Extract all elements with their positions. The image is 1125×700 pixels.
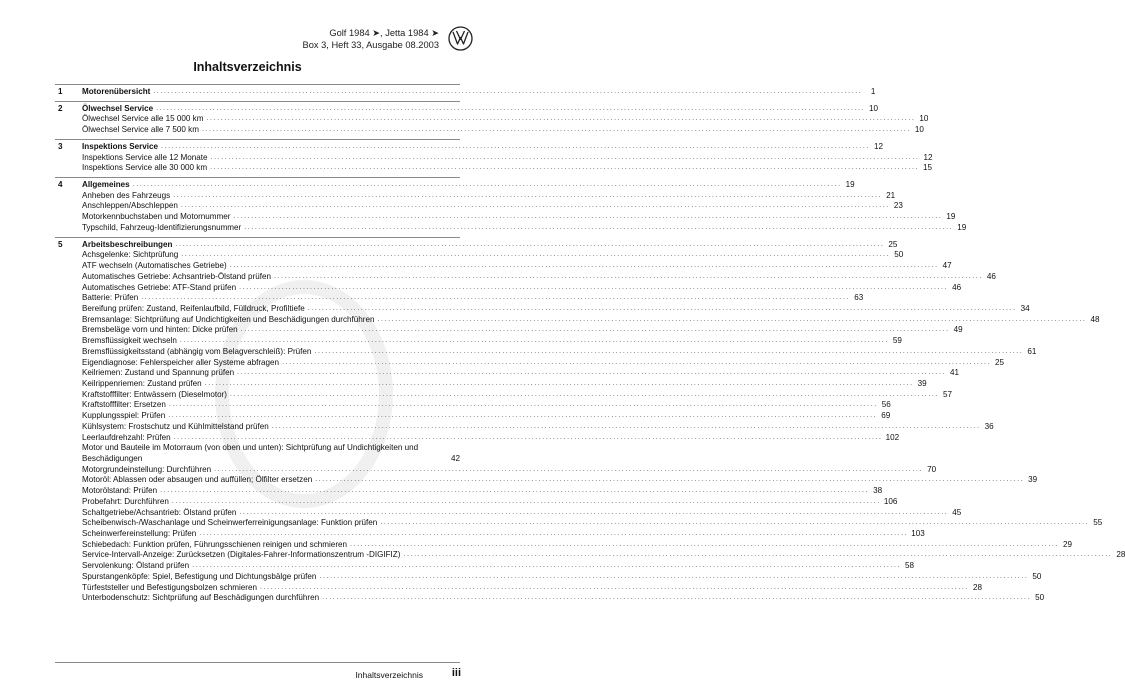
page-number: 42 bbox=[450, 453, 460, 463]
page-title: Inhaltsverzeichnis bbox=[193, 60, 302, 74]
header-models: Golf 1984 ➤, Jetta 1984 ➤ bbox=[329, 28, 439, 38]
entry-title: Motorkennbuchstaben und Motornummer bbox=[82, 212, 231, 222]
toc-section bbox=[55, 85, 876, 101]
chapter-number: 4 bbox=[58, 180, 63, 190]
toc-entry-row[interactable] bbox=[55, 201, 903, 212]
dot-leader: ........................................................................................................................................................................................................ bbox=[192, 562, 902, 570]
toc-entry-row[interactable] bbox=[55, 190, 896, 202]
entry-title: Bremsflüssigkeitsstand (abhängig vom Belagverschleiß): Prüfen bbox=[82, 346, 312, 356]
toc-entry-row[interactable] bbox=[55, 212, 956, 223]
page-number: 39 bbox=[1028, 475, 1038, 485]
dot-leader: ........................................................................................................................................................................................................ bbox=[199, 529, 909, 537]
entry-title: Service-Intervall-Anzeige: Zurücksetzen (Digitales-Fahrer-Informationszentrum -DIGIFIZ) bbox=[82, 550, 401, 560]
toc-entry-row[interactable] bbox=[55, 528, 925, 540]
page-number: 49 bbox=[953, 325, 963, 335]
page-number: 106 bbox=[883, 496, 898, 506]
entry-title: Bremsflüssigkeit wechseln bbox=[82, 336, 177, 346]
entry-title: Motor und Bauteile im Motorraum (von oben und unten): Sichtprüfung auf Undichtigkeiten und Beschädigungen bbox=[82, 443, 419, 463]
page-number: 61 bbox=[1027, 346, 1037, 356]
entry-title: Achsgelenke: Sichtprüfung bbox=[82, 250, 179, 260]
entry-title: Schiebedach: Funktion prüfen, Führungsschienen reinigen und schmieren bbox=[82, 539, 348, 549]
entry-title: Automatisches Getriebe: Achsantrieb-Ölstand prüfen bbox=[82, 271, 271, 281]
page-number: 103 bbox=[911, 528, 925, 538]
page-number: 19 bbox=[845, 180, 855, 190]
dot-leader: ........................................................................................................................................................................................................ bbox=[273, 272, 983, 280]
chapter-title: Ölwechsel Service bbox=[82, 103, 154, 113]
entry-title: Keilrippenriemen: Zustand prüfen bbox=[82, 378, 202, 388]
toc-entry-row[interactable] bbox=[55, 550, 1125, 561]
page-number: 39 bbox=[917, 378, 927, 388]
dot-leader: ........................................................................................................................................................................................................ bbox=[233, 213, 943, 221]
page-number: 34 bbox=[1020, 303, 1030, 313]
toc-entry-row[interactable] bbox=[55, 443, 460, 464]
page-number: 29 bbox=[1062, 539, 1072, 549]
entry-title: Spurstangenköpfe: Spiel, Befestigung und Dichtungsbälge prüfen bbox=[82, 571, 317, 581]
toc-entry-row[interactable] bbox=[55, 496, 898, 508]
chapter-number: 2 bbox=[58, 103, 63, 113]
toc-chapter-row[interactable] bbox=[55, 87, 876, 98]
toc-entry-row[interactable] bbox=[55, 582, 982, 594]
entry-title: Ölwechsel Service alle 15 000 km bbox=[82, 114, 204, 124]
page-number: 10 bbox=[914, 125, 924, 135]
dot-leader: ........................................................................................................................................................................................................ bbox=[260, 583, 969, 591]
table-of-contents bbox=[55, 84, 1125, 607]
toc-entry-row[interactable] bbox=[55, 421, 994, 433]
entry-title: Batterie: Prüfen bbox=[82, 293, 139, 303]
entry-title: Leerlaufdrehzahl: Prüfen bbox=[82, 432, 171, 442]
page-number: 38 bbox=[873, 486, 883, 496]
toc-entry-row[interactable] bbox=[55, 539, 1072, 551]
entry-title: Bereifung prüfen: Zustand, Reifenlaufbild, Fülldruck, Profiltiefe bbox=[82, 303, 305, 313]
dot-leader: ........................................................................................................................................................................................................ bbox=[403, 551, 1113, 559]
toc-entry-row[interactable] bbox=[55, 271, 996, 283]
page-number: 45 bbox=[952, 507, 962, 517]
page-number: 12 bbox=[873, 141, 883, 151]
footer-divider bbox=[55, 662, 460, 663]
dot-leader: ........................................................................................................................................................................................................ bbox=[230, 390, 939, 398]
toc-entry-row[interactable] bbox=[55, 389, 952, 401]
entry-title: Typschild, Fahrzeug-Identifizierungsnummer bbox=[82, 222, 242, 232]
toc-entry-row[interactable] bbox=[55, 282, 962, 294]
page-number: 46 bbox=[952, 282, 962, 292]
page-number: 102 bbox=[885, 432, 900, 442]
page-number: 48 bbox=[1090, 314, 1100, 324]
page-number: 55 bbox=[1093, 518, 1103, 528]
dot-leader: ........................................................................................................................................................................................................ bbox=[141, 294, 851, 302]
toc-entry-row[interactable] bbox=[55, 152, 933, 164]
footer-label: Inhaltsverzeichnis bbox=[355, 670, 423, 680]
toc-entry-row[interactable] bbox=[55, 571, 1042, 583]
dot-leader: ........................................................................................................................................................................................................ bbox=[175, 240, 885, 248]
document-header bbox=[303, 27, 439, 51]
dot-leader: ........................................................................................................................................................................................................ bbox=[319, 572, 1029, 580]
entry-title: ATF wechseln (Automatisches Getriebe) bbox=[82, 261, 227, 271]
page-number: 50 bbox=[1035, 593, 1045, 603]
dot-leader: ........................................................................................................................................................................................................ bbox=[160, 487, 870, 495]
toc-entry-row[interactable] bbox=[55, 464, 937, 476]
entry-title: Unterbodenschutz: Sichtprüfung auf Beschädigungen durchführen bbox=[82, 593, 320, 603]
dot-leader: ........................................................................................................................................................................................................ bbox=[244, 223, 954, 231]
dot-leader: ........................................................................................................................................................................................................ bbox=[161, 142, 870, 150]
dot-leader: ........................................................................................................................................................................................................ bbox=[210, 153, 920, 161]
chapter-title: Motorenübersicht bbox=[82, 87, 151, 96]
toc-entry-row[interactable] bbox=[55, 303, 1030, 315]
toc-entry-row[interactable] bbox=[55, 593, 1045, 604]
dot-leader: ........................................................................................................................................................................................................ bbox=[315, 476, 1025, 484]
dot-leader: ........................................................................................................................................................................................................ bbox=[380, 519, 1090, 527]
dot-leader: ........................................................................................................................................................................................................ bbox=[322, 594, 1032, 602]
entry-title: Motorölstand: Prüfen bbox=[82, 486, 158, 496]
toc-entry-row[interactable] bbox=[55, 432, 900, 444]
page-number: 59 bbox=[892, 336, 902, 346]
page-number: 47 bbox=[942, 261, 952, 271]
page-number: 46 bbox=[986, 271, 996, 281]
entry-title: Scheibenwisch-/Waschanlage und Scheinwerferreinigungsanlage: Funktion prüfen bbox=[82, 518, 378, 528]
dot-leader: ........................................................................................................................................................................................................ bbox=[239, 508, 949, 516]
entry-title: Servolenkung: Ölstand prüfen bbox=[82, 561, 190, 571]
toc-entry-row[interactable] bbox=[55, 561, 915, 572]
page-number: 19 bbox=[957, 222, 967, 232]
entry-title: Schaltgetriebe/Achsantrieb: Ölstand prüfen bbox=[82, 507, 237, 517]
dot-leader: ........................................................................................................................................................................................................ bbox=[204, 379, 914, 387]
toc-entry-row[interactable] bbox=[55, 378, 927, 390]
dot-leader: ........................................................................................................................................................................................................ bbox=[271, 422, 981, 430]
toc-entry-row[interactable] bbox=[55, 250, 904, 261]
dot-leader: ........................................................................................................................................................................................................ bbox=[201, 126, 911, 134]
dot-leader: ........................................................................................................................................................................................................ bbox=[132, 181, 842, 189]
chapter-number: 5 bbox=[58, 239, 63, 249]
dot-leader: ........................................................................................................................................................................................................ bbox=[180, 202, 890, 210]
page-number: 50 bbox=[1032, 571, 1042, 581]
entry-title: Kraftstofffilter: Ersetzen bbox=[82, 400, 166, 410]
page-number: 70 bbox=[927, 464, 937, 474]
entry-title: Kühlsystem: Frostschutz und Kühlmittelstand prüfen bbox=[82, 421, 269, 431]
toc-entry-row[interactable] bbox=[55, 114, 929, 125]
toc-entry-row[interactable] bbox=[55, 400, 891, 411]
page-number: 1 bbox=[870, 87, 876, 96]
page-number: 50 bbox=[894, 250, 904, 260]
entry-title: Automatisches Getriebe: ATF-Stand prüfen bbox=[82, 282, 237, 292]
toc-entry-row[interactable] bbox=[55, 261, 952, 272]
footer-page-number: iii bbox=[451, 667, 461, 679]
toc-entry-row[interactable] bbox=[55, 518, 1103, 529]
dot-leader: ........................................................................................................................................................................................................ bbox=[173, 433, 883, 441]
chapter-number: 1 bbox=[58, 87, 63, 96]
entry-title: Inspektions Service alle 12 Monate bbox=[82, 152, 208, 162]
entry-title: Ölwechsel Service alle 7 500 km bbox=[82, 125, 199, 135]
entry-title: Kupplungsspiel: Prüfen bbox=[82, 411, 166, 421]
header-edition: Box 3, Heft 33, Ausgabe 08.2003 bbox=[302, 40, 439, 50]
toc-entry-row[interactable] bbox=[55, 125, 924, 136]
entry-title: Kraftstofffilter: Entwässern (Dieselmotor) bbox=[82, 389, 227, 399]
toc-section bbox=[55, 178, 967, 237]
dot-leader: ........................................................................................................................................................................................................ bbox=[153, 88, 863, 95]
dot-leader: ........................................................................................................................................................................................................ bbox=[214, 465, 924, 473]
vw-logo-icon bbox=[448, 26, 473, 51]
entry-title: Anschleppen/Abschleppen bbox=[82, 201, 178, 211]
page-number: 15 bbox=[923, 163, 933, 173]
entry-title: Inspektions Service alle 30 000 km bbox=[82, 163, 208, 173]
dot-leader: ........................................................................................................................................................................................................ bbox=[229, 262, 939, 270]
entry-title: Bremsanlage: Sichtprüfung auf Undichtigkeiten und Beschädigungen durchführen bbox=[82, 314, 375, 324]
toc-entry-row[interactable] bbox=[55, 357, 1005, 369]
dot-leader: ........................................................................................................................................................................................................ bbox=[210, 164, 920, 172]
toc-entry-row[interactable] bbox=[55, 507, 962, 519]
toc-entry-row[interactable] bbox=[55, 222, 967, 234]
chapter-title: Allgemeines bbox=[82, 180, 130, 190]
entry-title: Motoröl: Ablassen oder absaugen und auffüllen; Ölfilter ersetzen bbox=[82, 475, 313, 485]
entry-title: Motorgrundeinstellung: Durchführen bbox=[82, 464, 212, 474]
entry-title: Probefahrt: Durchführen bbox=[82, 496, 169, 506]
dot-leader: ........................................................................................................................................................................................................ bbox=[156, 104, 866, 112]
page-number: 28 bbox=[972, 582, 982, 592]
toc-entry-row[interactable] bbox=[55, 325, 963, 336]
dot-leader: ........................................................................................................................................................................................................ bbox=[168, 412, 878, 420]
dot-leader: ........................................................................................................................................................................................................ bbox=[237, 369, 947, 377]
dot-leader: ........................................................................................................................................................................................................ bbox=[239, 283, 949, 291]
dot-leader: ........................................................................................................................................................................................................ bbox=[282, 358, 992, 366]
chapter-title: Inspektions Service bbox=[82, 141, 159, 151]
dot-leader: ........................................................................................................................................................................................................ bbox=[173, 191, 883, 199]
dot-leader: ........................................................................................................................................................................................................ bbox=[314, 347, 1024, 355]
toc-entry-row[interactable] bbox=[55, 163, 933, 174]
chapter-title: Arbeitsbeschreibungen bbox=[82, 239, 173, 249]
dot-leader: ........................................................................................................................................................................................................ bbox=[168, 401, 878, 409]
page-number: 25 bbox=[888, 239, 898, 249]
toc-chapter-row[interactable] bbox=[55, 180, 855, 191]
page-number: 25 bbox=[995, 357, 1005, 367]
dot-leader: ........................................................................................................................................................................................................ bbox=[377, 315, 1087, 323]
toc-entry-row[interactable] bbox=[55, 411, 891, 422]
toc-entry-row[interactable] bbox=[55, 475, 1038, 486]
page-number: 41 bbox=[950, 368, 960, 378]
toc-entry-row[interactable] bbox=[55, 486, 883, 497]
toc-entry-row[interactable] bbox=[55, 368, 960, 379]
entry-title: Keilriemen: Zustand und Spannung prüfen bbox=[82, 368, 235, 378]
page-number: 23 bbox=[893, 201, 903, 211]
toc-entry-row[interactable] bbox=[55, 314, 1100, 326]
chapter-number: 3 bbox=[58, 141, 63, 151]
page-number: 28 bbox=[1116, 550, 1125, 560]
entry-title: Bremsbeläge vorn und hinten: Dicke prüfen bbox=[82, 325, 238, 335]
toc-entry-row[interactable] bbox=[55, 346, 1037, 358]
entry-title: Scheinwerfereinstellung: Prüfen bbox=[82, 528, 197, 538]
dot-leader: ........................................................................................................................................................................................................ bbox=[240, 326, 950, 334]
dot-leader: ........................................................................................................................................................................................................ bbox=[181, 251, 891, 259]
page-number: 10 bbox=[869, 103, 879, 113]
dot-leader: ........................................................................................................................................................................................................ bbox=[350, 540, 1059, 548]
page-number: 63 bbox=[854, 293, 864, 303]
page-number: 58 bbox=[905, 561, 915, 571]
page-number: 21 bbox=[886, 190, 896, 200]
entry-title: Anheben des Fahrzeugs bbox=[82, 190, 171, 200]
dot-leader: ........................................................................................................................................................................................................ bbox=[171, 497, 881, 505]
entry-title: Eigendiagnose: Fehlerspeicher aller Systeme abfragen bbox=[82, 357, 280, 367]
dot-leader: ........................................................................................................................................................................................................ bbox=[307, 304, 1017, 312]
toc-chapter-row[interactable] bbox=[55, 239, 898, 251]
toc-entry-row[interactable] bbox=[55, 293, 864, 304]
page-number: 10 bbox=[919, 114, 929, 124]
toc-section bbox=[55, 238, 1125, 607]
page-number: 57 bbox=[942, 389, 952, 399]
page-number: 36 bbox=[984, 421, 994, 431]
page-number: 56 bbox=[881, 400, 891, 410]
dot-leader: ........................................................................................................................................................................................................ bbox=[206, 115, 916, 123]
page-number: 12 bbox=[923, 152, 933, 162]
toc-chapter-row[interactable] bbox=[55, 103, 879, 115]
toc-entry-row[interactable] bbox=[55, 336, 902, 347]
toc-section bbox=[55, 102, 929, 139]
entry-title: Türfeststeller und Befestigungsbolzen schmieren bbox=[82, 582, 258, 592]
page-number: 69 bbox=[881, 411, 891, 421]
toc-section bbox=[55, 140, 933, 177]
page-number: 19 bbox=[946, 212, 956, 222]
dot-leader: ........................................................................................................................................................................................................ bbox=[179, 337, 889, 345]
toc-chapter-row[interactable] bbox=[55, 141, 883, 153]
